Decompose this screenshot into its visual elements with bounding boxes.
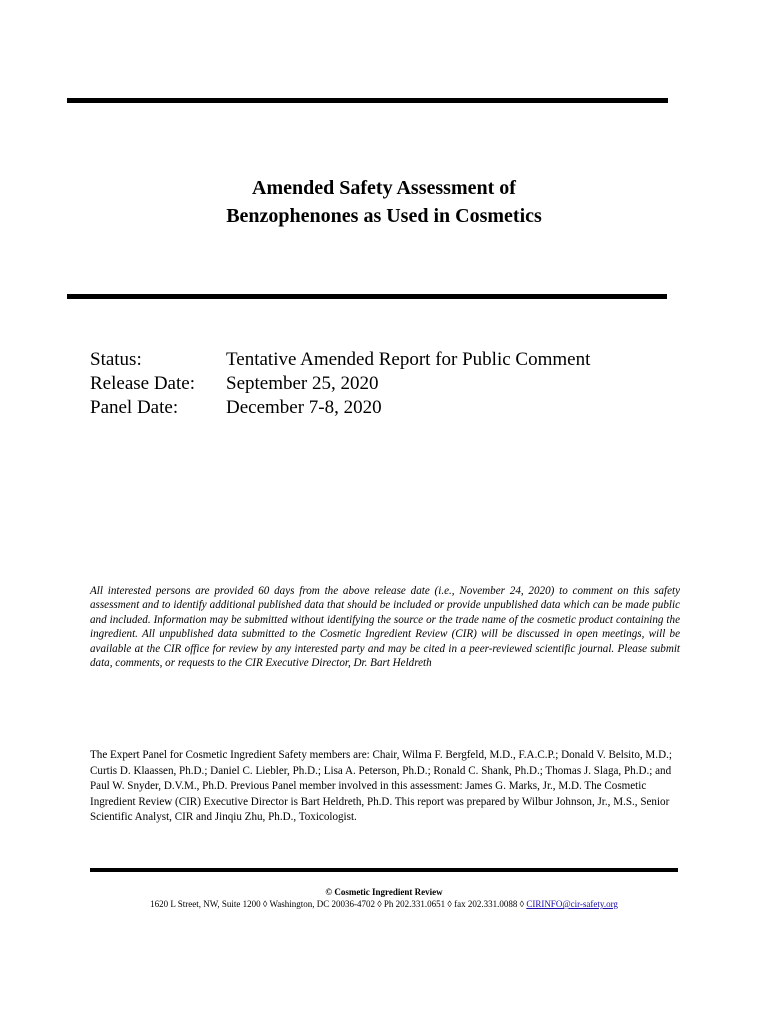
status-value: Tentative Amended Report for Public Comment: [226, 349, 591, 370]
release-date-value: September 25, 2020: [226, 373, 379, 394]
public-comment-notice: All interested persons are provided 60 days from the above release date (i.e., November 24, 2020) to comment on this safety assessment and to identify additional published data that should be included or provide unpublished data which can be made public and included. Information may be submitted without identifying the source or the trade name of the cosmetic product containing the ingredient. All unpublished data submitted to the Cosmetic Ingredient Review (CIR) will be discussed in open meetings, will be available at the CIR office for review by any interested party and may be cited in a peer-reviewed scientific journal. Please submit data, comments, or requests to the CIR Executive Director, Dr. Bart Heldreth: [90, 585, 680, 670]
title-line-1: Amended Safety Assessment of: [252, 177, 516, 199]
footer-address: 1620 L Street, NW, Suite 1200 ◊ Washington, DC 20036-4702 ◊ Ph 202.331.0651 ◊ fax 202.331.0088 ◊: [150, 899, 527, 909]
footer-email-link[interactable]: CIRINFO@cir-safety.org: [526, 899, 618, 909]
document-title: [0, 174, 768, 230]
expert-panel-paragraph: The Expert Panel for Cosmetic Ingredient Safety members are: Chair, Wilma F. Bergfeld, M.D., F.A.C.P.; Donald V. Belsito, M.D.; Curtis D. Klaassen, Ph.D.; Daniel C. Liebler, Ph.D.; Lisa A. Peterson, Ph.D.; Ronald C. Shank, Ph.D.; Thomas J. Slaga, Ph.D.; and Paul W. Snyder, D.V.M., Ph.D. Previous Panel member involved in this assessment: James G. Marks, Jr., M.D. The Cosmetic Ingredient Review (CIR) Executive Director is Bart Heldreth, Ph.D. This report was prepared by Wilbur Johnson, Jr., M.S., Senior Scientific Analyst, CIR and Jinqiu Zhu, Ph.D., Toxicologist.: [90, 749, 672, 824]
release-date-row: [90, 372, 590, 396]
panel-date-label: Panel Date:: [90, 397, 179, 418]
footer-rule: [90, 868, 678, 872]
status-row: [90, 348, 590, 372]
status-block: [90, 348, 590, 420]
release-date-label: Release Date:: [90, 373, 195, 394]
title-line-2: Benzophenones as Used in Cosmetics: [226, 205, 542, 227]
middle-rule: [67, 294, 667, 299]
top-rule: [67, 98, 668, 103]
status-label: Status:: [90, 349, 142, 370]
footer-address-line: [90, 898, 678, 910]
footer: [90, 886, 678, 910]
panel-date-value: December 7-8, 2020: [226, 397, 382, 418]
footer-copyright: © Cosmetic Ingredient Review: [325, 887, 443, 897]
panel-date-row: [90, 396, 590, 420]
